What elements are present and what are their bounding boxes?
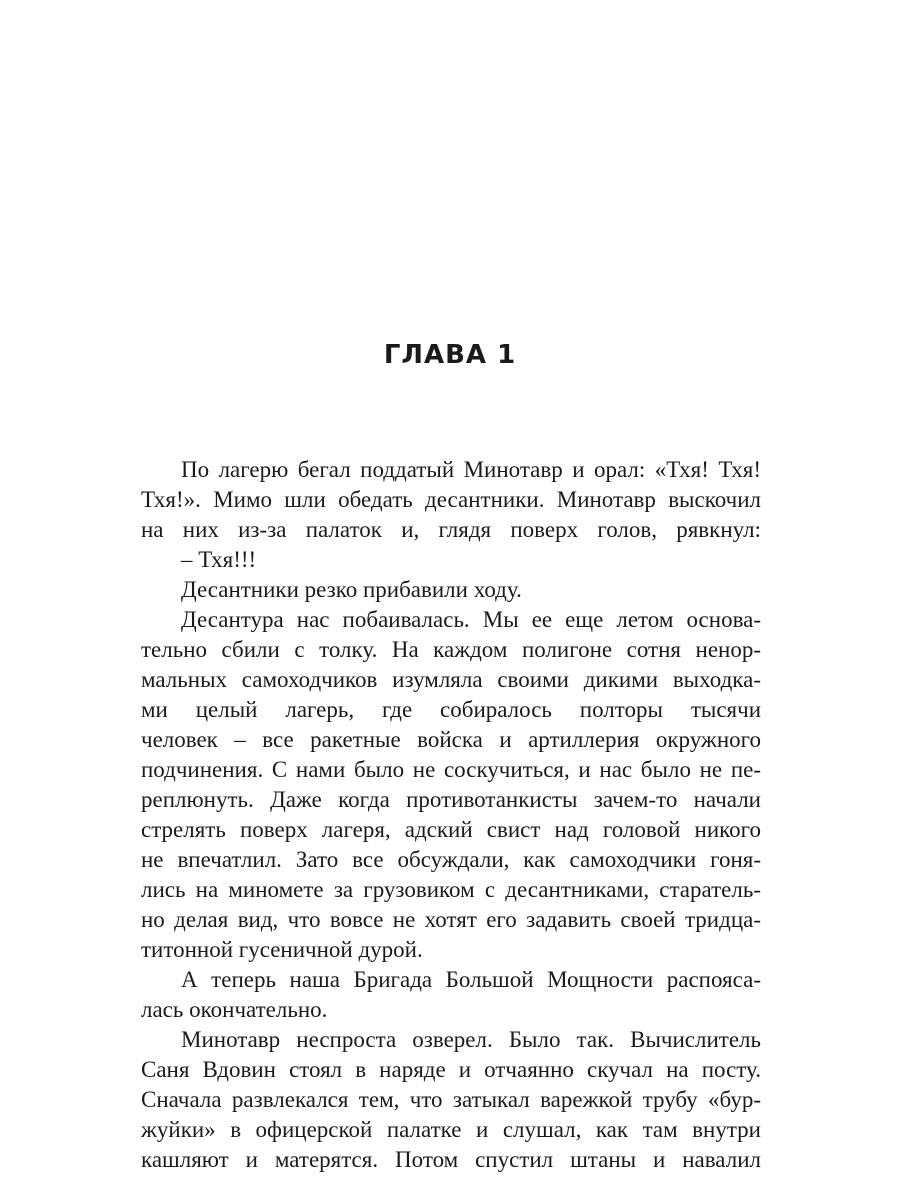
text-line: но делая вид, что вовсе не хотят его задавить своей тридца- <box>141 907 761 932</box>
chapter-title: ГЛАВА 1 <box>383 340 517 370</box>
text-line: человек – все ракетные войска и артиллерия окружного <box>141 727 761 752</box>
text-line: ми целый лагерь, где собиралось полторы тысячи <box>141 697 761 722</box>
text-line: тельно сбили с толку. На каждом полигоне сотня ненор- <box>141 637 761 662</box>
dialogue-line: – Тхя!!! <box>181 547 257 572</box>
text-line: Минотавр неспроста озверел. Было так. Вычислитель <box>181 1027 761 1052</box>
text-line: жуйки» в офицерской палатке и слушал, как там внутри <box>141 1117 761 1142</box>
text-line: Десантура нас побаивалась. Мы ее еще летом основа- <box>181 607 761 632</box>
text-line: мальных самоходчиков изумляла своими дикими выходка- <box>141 667 761 692</box>
text-line: Десантники резко прибавили ходу. <box>181 577 522 602</box>
text-line: реплюнуть. Даже когда противотанкисты зачем-то начали <box>141 787 761 812</box>
text-line: кашляют и матерятся. Потом спустил штаны и навалил <box>141 1147 761 1172</box>
text-line: Сначала развлекался тем, что затыкал варежкой трубу «бур- <box>141 1087 761 1112</box>
text-line: стрелять поверх лагеря, адский свист над головой никого <box>141 817 761 842</box>
text-line: не впечатлил. Зато все обсуждали, как самоходчики гоня- <box>141 847 761 872</box>
text-line: А теперь наша Бригада Большой Мощности распояса- <box>181 967 761 992</box>
text-line: лись на миномете за грузовиком с десантниками, старатель- <box>141 877 761 902</box>
text-line: По лагерю бегал поддатый Минотавр и орал: «Тхя! Тхя! <box>181 457 761 482</box>
text-line: подчинения. С нами было не соскучиться, и нас было не пе- <box>141 757 761 782</box>
text-line: титонной гусеничной дурой. <box>141 937 423 962</box>
text-line: Саня Вдовин стоял в наряде и отчаянно скучал на посту. <box>141 1057 761 1082</box>
text-line: Тхя!». Мимо шли обедать десантники. Минотавр выскочил <box>141 487 761 512</box>
text-line: на них из-за палаток и, глядя поверх голов, рявкнул: <box>141 517 761 542</box>
text-line: лась окончательно. <box>141 997 328 1022</box>
